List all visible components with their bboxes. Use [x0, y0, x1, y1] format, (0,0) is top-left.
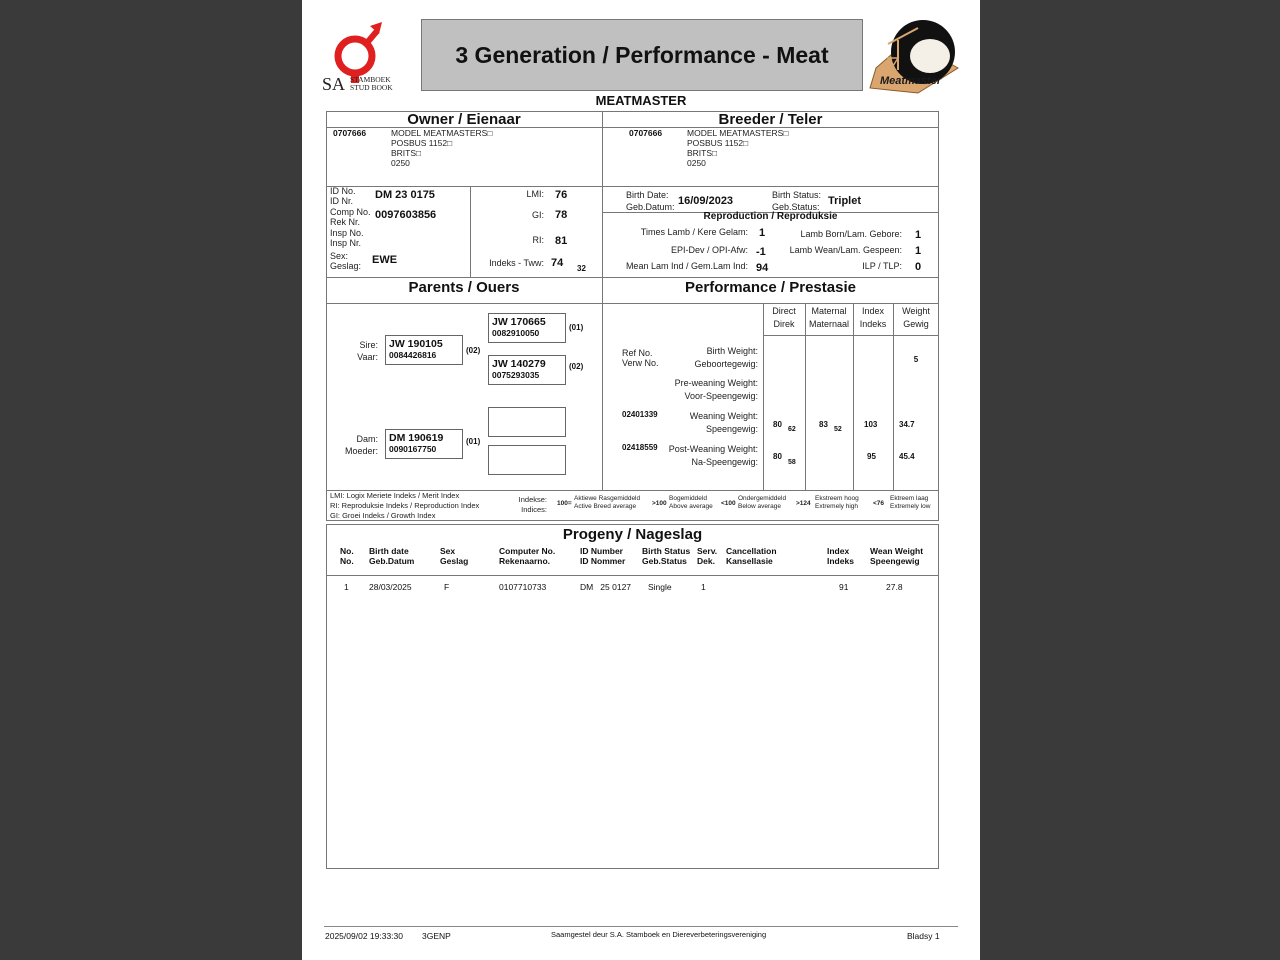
- times-lamb-label: Times Lamb / Kere Gelam:: [640, 227, 748, 237]
- birth-weight-label: Birth Weight: Geboortegewig:: [694, 346, 758, 369]
- progeny-col-id-number: ID Number ID Nommer: [580, 546, 626, 566]
- report-page: SA STAMBOEK STUD BOOK 3 Generation / Performance - Meat Meatmaster MEATMASTER Owner / Eienaar Breeder / Teler 0707666 MODEL MEATMASTERS□ POSBUS 1152□ BRITS□ 0250 0707666 MODEL MEATMASTERS□ POSBUS 1152□ BRITS□ 0250 ID No. ID Nr. DM 23 0175 Comp No. Rek Nr. 0097603856 Insp No. Insp Nr. Sex: Geslag: EWE LMI: 76 GI: 78 RI: 81 Indeks - Tww: 74 32 Birth Date: Geb.Datum: 16/09/2023 Birth Status: Geb.Status: Triplet Reproduction / Reproduksie Times Lamb / Kere Gelam: 1 EPI-Dev / OPI-Afw: -1 Mean Lam Ind / Gem.Lam Ind: 94 Lamb Born/Lam. Gebore: 1 Lamb Wean/Lam. Gespeen: 1 ILP / TLP: 0 Parents / Ouers Performance / Prestasie Sire: Vaar: JW 190105 0084426816 (02) JW 170665 0082910050 (01) JW 140279 0075293035 (02) Dam: Moeder: DM 190619 0090167750 (01) Direct Direk Maternal Maternaal Index Indeks Weight Gewig Ref No. Verw No. Birth Weight: Geboortegewig: 5 Pre-weaning Weight: Voor-Speengewig: 02401339 Weaning Weight: Speengewig: 80 62 83 52 103 34.7 02418559 Post-Weaning Weight: Na-Speengewig: 80 58 95 45.4 LMI: Logix Meriete Indeks / Merit Index RI: Reproduksie Indeks / Reproduction Index GI: Groei Indeks / Growth Index Indekse: Indices: 100= Aktiewe Rasgemiddeld Active Breed average >100 Bogemiddeld Above average <100 Ondergemiddeld Below average >124 Ekstreem hoog Extremely high <76 Ektreem laag Extremely low Progeny / Nageslag No. No. Birth date Geb.Datum Sex Geslag Computer No. Rekenaarno. ID Number ID Nommer Birth Status Geb.Status Serv. Dek. Cancellation Kansellasie Index Indeks Wean Weight Speengewig 1 28/03/2025 F 0107710733 DM 25 0127 Single 1 91 27.8 2025/09/02 19:33:30 3GENP Saamgestel deur S.A. Stamboek en Diereverbeteringsvereniging Bladsy 1: [302, 0, 980, 960]
- owner-address-line: BRITS□: [391, 148, 422, 158]
- birth-status-value: Triplet: [828, 195, 862, 207]
- weaning-direct-sub: 62: [788, 426, 796, 433]
- progeny-no: 1: [344, 582, 349, 592]
- lamb-wean-label: Lamb Wean/Lam. Gespeen:: [789, 245, 902, 255]
- birth-date-value: 16/09/2023: [678, 195, 734, 207]
- meatmaster-logo-text: Meatmaster: [880, 75, 942, 87]
- birth-weight-value: 5: [913, 355, 919, 364]
- progeny-id-number: DM 25 0127: [580, 582, 632, 592]
- owner-address-line: POSBUS 1152□: [391, 138, 453, 148]
- progeny-computer-no: 0107710733: [499, 582, 547, 592]
- gi-value: 78: [555, 209, 568, 221]
- dam-code: (01): [466, 437, 481, 446]
- dam-id: DM 190619: [389, 432, 444, 444]
- progeny-col-birth-date: Birth date Geb.Datum: [369, 546, 415, 566]
- progeny-col-serv: Serv. Dek.: [697, 546, 718, 566]
- sire-code: (02): [466, 346, 481, 355]
- lamb-wean-value: 1: [915, 245, 922, 257]
- id-number-label: ID No. ID Nr.: [330, 186, 356, 206]
- col-direct-header: Direct Direk: [772, 306, 796, 329]
- indeks-tww-label: Indeks - Tww:: [489, 258, 544, 268]
- footer-compiled-by: Saamgestel deur S.A. Stamboek en Diereverbeteringsvereniging: [551, 930, 767, 939]
- ri-value: 81: [555, 235, 568, 247]
- sire-sire-comp-no: 0082910050: [492, 328, 540, 338]
- ri-label: RI:: [532, 235, 544, 245]
- sire-dam-id: JW 140279: [492, 358, 546, 370]
- parents-title: Parents / Ouers: [408, 279, 520, 296]
- progeny-index: 91: [839, 582, 849, 592]
- indeks-tww-value: 74: [551, 257, 564, 269]
- breeder-address-line: MODEL MEATMASTERS□: [687, 128, 789, 138]
- owner-address: [391, 128, 492, 168]
- lmi-label: LMI:: [526, 189, 544, 199]
- post-weaning-index: 95: [867, 452, 876, 461]
- footer-timestamp: 2025/09/02 19:33:30: [325, 931, 403, 941]
- progeny-col-index: Index Indeks: [827, 546, 854, 566]
- comp-number-value: 0097603856: [375, 209, 437, 221]
- progeny-sex: F: [444, 582, 450, 592]
- progeny-birth-status: Single: [648, 582, 672, 592]
- owner-title: Owner / Eienaar: [407, 111, 521, 128]
- sire-sire-id: JW 170665: [492, 316, 546, 328]
- gi-label: GI:: [531, 210, 544, 220]
- sa-logo-line2: STUD BOOK: [350, 83, 393, 92]
- progeny-birth-date: 28/03/2025: [369, 582, 412, 592]
- breeder-address-line: BRITS□: [687, 148, 718, 158]
- post-weaning-direct: 80: [773, 452, 782, 461]
- sire-id: JW 190105: [389, 338, 443, 350]
- performance-title: Performance / Prestasie: [685, 279, 856, 296]
- sire-box[interactable]: [385, 335, 463, 365]
- footer-divider: [324, 926, 958, 927]
- indices-label: Indekse: Indices:: [518, 495, 547, 514]
- index-legend: [330, 491, 479, 521]
- birth-date-label: Birth Date: Geb.Datum:: [626, 190, 675, 212]
- reproduction-title: Reproduction / Reproduksie: [703, 211, 838, 222]
- post-weaning-label: Post-Weaning Weight: Na-Speengewig:: [668, 444, 758, 467]
- sa-logo-letters: SA: [322, 74, 346, 94]
- weaning-ref-no: 02401339: [622, 410, 658, 419]
- progeny-col-cancellation: Cancellation Kansellasie: [726, 546, 777, 566]
- breeder-address: [687, 128, 788, 168]
- sire-sire-code: (01): [569, 323, 584, 332]
- ilp-tlp-label: ILP / TLP:: [862, 261, 902, 271]
- dam-dam-box[interactable]: [488, 445, 566, 475]
- progeny-col-birth-status: Birth Status Geb.Status: [642, 546, 691, 566]
- breeder-address-line: POSBUS 1152□: [687, 138, 749, 148]
- progeny-col-wean-weight: Wean Weight Speengewig: [870, 546, 924, 566]
- lamb-born-label: Lamb Born/Lam. Gebore:: [800, 229, 902, 239]
- sa-logo-line1: STAMBOEK: [350, 75, 391, 84]
- sire-sire-box[interactable]: [488, 313, 566, 343]
- legend-line: LMI: Logix Meriete Indeks / Merit Index: [330, 491, 460, 500]
- legend-line: RI: Reproduksie Indeks / Reproduction Index: [330, 501, 480, 510]
- progeny-col-sex: Sex Geslag: [440, 546, 469, 566]
- weaning-weight: 34.7: [899, 420, 915, 429]
- progeny-serv: 1: [701, 582, 706, 592]
- footer-page-number: Bladsy 1: [907, 931, 940, 941]
- lamb-born-value: 1: [915, 229, 922, 241]
- progeny-row[interactable]: [326, 582, 939, 594]
- post-weaning-weight: 45.4: [899, 452, 915, 461]
- owner-address-line: 0250: [391, 158, 410, 168]
- ilp-tlp-value: 0: [915, 261, 922, 273]
- post-weaning-direct-sub: 58: [788, 459, 796, 466]
- sire-dam-code: (02): [569, 362, 584, 371]
- sire-label: Sire: Vaar:: [357, 340, 378, 362]
- weaning-maternal: 83: [819, 420, 828, 429]
- dam-sire-box[interactable]: [488, 407, 566, 437]
- progeny-title: Progeny / Nageslag: [562, 526, 703, 543]
- sire-dam-box[interactable]: [488, 355, 566, 385]
- dam-box[interactable]: [385, 429, 463, 459]
- owner-number: 0707666: [333, 128, 367, 138]
- birth-status-label: Birth Status: Geb.Status:: [772, 190, 822, 212]
- breeder-title: Breeder / Teler: [718, 111, 823, 128]
- progeny-wean-weight: 27.8: [886, 582, 903, 592]
- dam-comp-no: 0090167750: [389, 444, 437, 454]
- progeny-col-no: No. No.: [340, 546, 354, 566]
- post-weaning-ref-no: 02418559: [622, 443, 658, 452]
- ref-no-label: Ref No. Verw No.: [622, 348, 659, 368]
- epi-dev-label: EPI-Dev / OPI-Afw:: [670, 245, 748, 255]
- breed-name: MEATMASTER: [595, 93, 687, 108]
- sa-stud-book-logo: [322, 16, 402, 96]
- weaning-label: Weaning Weight: Speengewig:: [689, 411, 758, 434]
- mean-lamb-index-label: Mean Lam Ind / Gem.Lam Ind:: [625, 261, 748, 271]
- mean-lamb-index-value: 94: [756, 262, 769, 274]
- comp-number-label: Comp No. Rek Nr.: [330, 207, 371, 227]
- owner-address-line: MODEL MEATMASTERS□: [391, 128, 493, 138]
- sire-dam-comp-no: 0075293035: [492, 370, 540, 380]
- col-weight-header: Weight Gewig: [902, 306, 930, 329]
- id-number-value: DM 23 0175: [375, 189, 435, 201]
- sire-comp-no: 0084426816: [389, 350, 437, 360]
- indeks-tww-sub: 32: [577, 264, 586, 273]
- lmi-value: 76: [555, 189, 568, 201]
- col-index-header: Index Indeks: [859, 306, 887, 329]
- pre-weaning-label: Pre-weaning Weight: Voor-Speengewig:: [674, 378, 758, 401]
- footer-report-code: 3GENP: [422, 931, 451, 941]
- legend-line: GI: Groei Indeks / Growth Index: [330, 511, 436, 520]
- meatmaster-logo: [868, 18, 960, 94]
- weaning-index: 103: [864, 420, 878, 429]
- dam-label: Dam: Moeder:: [344, 434, 378, 456]
- breeder-address-line: 0250: [687, 158, 706, 168]
- sex-label: Sex: Geslag:: [330, 251, 362, 271]
- sex-value: EWE: [372, 254, 398, 266]
- sa-logo-caption: [350, 76, 393, 92]
- weaning-direct: 80: [773, 420, 782, 429]
- breeder-number: 0707666: [629, 128, 663, 138]
- epi-dev-value: -1: [756, 246, 766, 258]
- report-title: 3 Generation / Performance - Meat: [421, 19, 863, 91]
- times-lamb-value: 1: [759, 227, 766, 239]
- weaning-maternal-sub: 52: [834, 426, 842, 433]
- insp-number-label: Insp No. Insp Nr.: [330, 228, 364, 248]
- col-maternal-header: Maternal Maternaal: [808, 306, 850, 329]
- progeny-col-computer-no: Computer No. Rekenaarno.: [499, 546, 556, 566]
